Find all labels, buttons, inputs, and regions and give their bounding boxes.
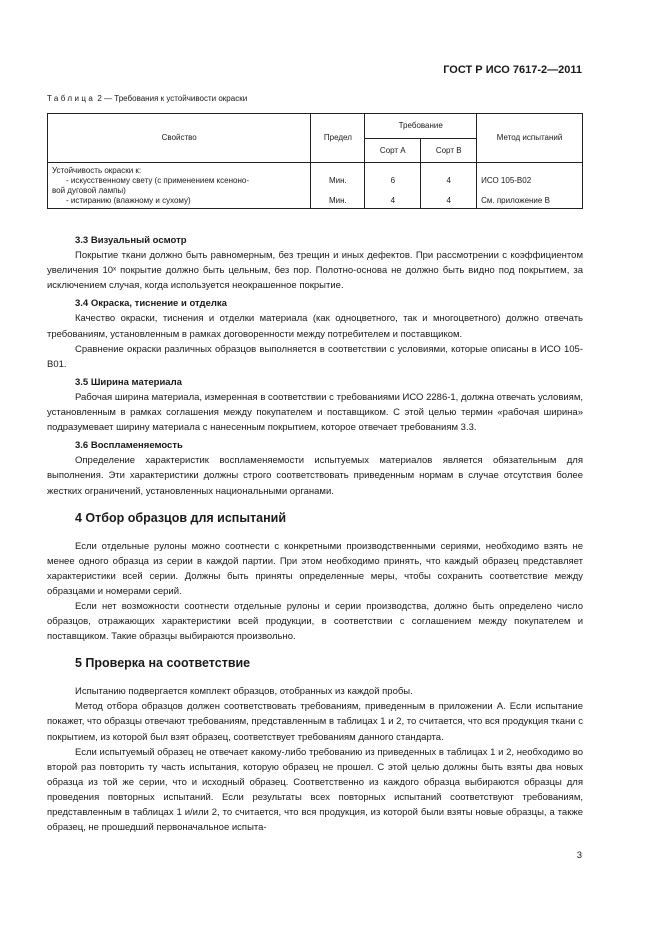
cell-grade-b [421,186,477,196]
cell-method: См. приложение В [477,196,583,209]
table-row [48,163,583,177]
document-body [47,233,583,835]
section-3-5-paragraph: Рабочая ширина материала, измеренная в соответствии с требованиями ИСО 2286-1, должна отвечать условиям, установленным в рамках соглашения между покупателем и поставщиком. С этой целью термин «рабочая ширина» подразумевает ширину материала с нанесенным покрытием, которое отвечает требованиям 3.3. [47,391,583,434]
section-5-paragraph: Метод отбора образцов должен соответствовать требованиям, приведенным в приложении А. Если испытание покажет, что образцы отвечают требованиям, представленным в таблицах 1 и 2, то считается, что вся продукция ткани с покрытием, из которой был взят образец, соответствует требованиям данного стандарта. [47,701,583,743]
section-3-6-paragraph: Определение характеристик воспламеняемости испытуемых материалов является обязательным для выполнения. Эти характеристики должны строго соответствовать приведенным нормам в случае отсутствия более жестких ограничений, установленных национальными органами. [47,455,583,497]
requirements-table [47,113,583,209]
table-caption-word: Таблица [47,94,96,103]
section-4-paragraph: Если отдельные рулоны можно соотнести с конкретными производственными сериями, необходимо взять не менее одного образца из серии в каждой партии. При этом необходимо принять, что каждый образец представляет характеристики всей серии. Должны быть приняты определенные меры, чтобы сохранить соответствие между образцами и номерами серий. [47,540,583,597]
document-code: ГОСТ Р ИСО 7617-2—2011 [443,64,582,76]
section-4-paragraph: Если нет возможности соотнести отдельные рулоны и серии производства, должно быть определено число образцов, отражающих характеристики всей продукции, в соответствии с соглашением между покупателем и поставщиком. Такие образцы выбираются произвольно. [47,600,583,643]
cell-grade-a: 6 [365,176,421,186]
cell-grade-b [421,163,477,177]
table-caption-text: 2 — Требования к устойчивости окраски [95,94,248,103]
section-5-heading: 5 Проверка на соответствие [75,656,251,671]
header-limit: Предел [311,114,365,163]
table-row [48,176,583,186]
cell-limit [311,163,365,177]
header-grade-a: Сорт A [365,139,421,163]
cell-property: - истиранию (влажному и сухому) [48,196,311,209]
section-3-6-heading: 3.6 Воспламеняемость [75,440,183,452]
cell-property: - искусственному свету (с применением ксеноно- [48,176,311,186]
cell-grade-a: 4 [365,196,421,209]
table-row [48,186,583,196]
cell-grade-b: 4 [421,196,477,209]
cell-method [477,186,583,196]
header-method: Метод испытаний [477,114,583,163]
section-3-4-paragraph: Сравнение окраски различных образцов выполняется в соответствии с условиями, которые описаны в ИСО 105-B01. [47,343,583,370]
section-3-3-heading: 3.3 Визуальный осмотр [75,235,187,246]
page-number: 3 [576,850,582,861]
cell-method: ИСО 105-B02 [477,176,583,186]
cell-limit: Мин. [311,196,365,209]
table-row [48,196,583,209]
cell-limit: Мин. [311,176,365,186]
cell-grade-a [365,186,421,196]
section-3-4-heading: 3.4 Окраска, тиснение и отделка [75,298,227,310]
section-3-3-paragraph: Покрытие ткани должно быть равномерным, без трещин и иных дефектов. При рассмотрении с коэффициентом увеличения 10ˣ покрытие должно быть цельным, без пор. Полотно-основа не должно быть видно под покрытием, за исключением случая, когда используется неокрашенное покрытие. [47,250,583,292]
cell-limit [311,186,365,196]
section-4-heading: 4 Отбор образцов для испытаний [75,510,287,525]
header-requirement: Требование [365,114,477,139]
section-5-paragraph: Если испытуемый образец не отвечает какому-либо требованию из приведенных в таблицах 1 и 2, необходимо во второй раз повторить ту часть испытания, которую образец не прошел. С этой целью должны быть взяты два новых образца из той же серии, что и исходный образец. Соответственно из каждого образца выбираются образцы для проведения повторных испытаний. Если результаты всех повторных испытаний соответствуют требованиям, представленным в таблицах 1 и/или 2, то считается, что вся продукция, из которой были взяты новые образцы, а также образец, не прошедший первоначальное испыта- [47,746,583,834]
section-5-paragraph: Испытанию подвергается комплект образцов, отобранных из каждой пробы. [75,686,413,698]
header-property: Свойство [48,114,311,163]
table-caption [47,94,247,103]
header-grade-b: Сорт B [421,139,477,163]
cell-property: вой дуговой лампы) [48,186,311,196]
section-3-5-heading: 3.5 Ширина материала [75,376,182,388]
cell-grade-a [365,163,421,177]
cell-method [477,163,583,177]
cell-property: Устойчивость окраски к: [48,163,311,177]
cell-grade-b: 4 [421,176,477,186]
section-3-4-paragraph: Качество окраски, тиснения и отделки материала (как одноцветного, так и многоцветного) должно отвечать требованиям, установленным в рамках договоренности между потребителем и поставщиком. [47,313,583,340]
